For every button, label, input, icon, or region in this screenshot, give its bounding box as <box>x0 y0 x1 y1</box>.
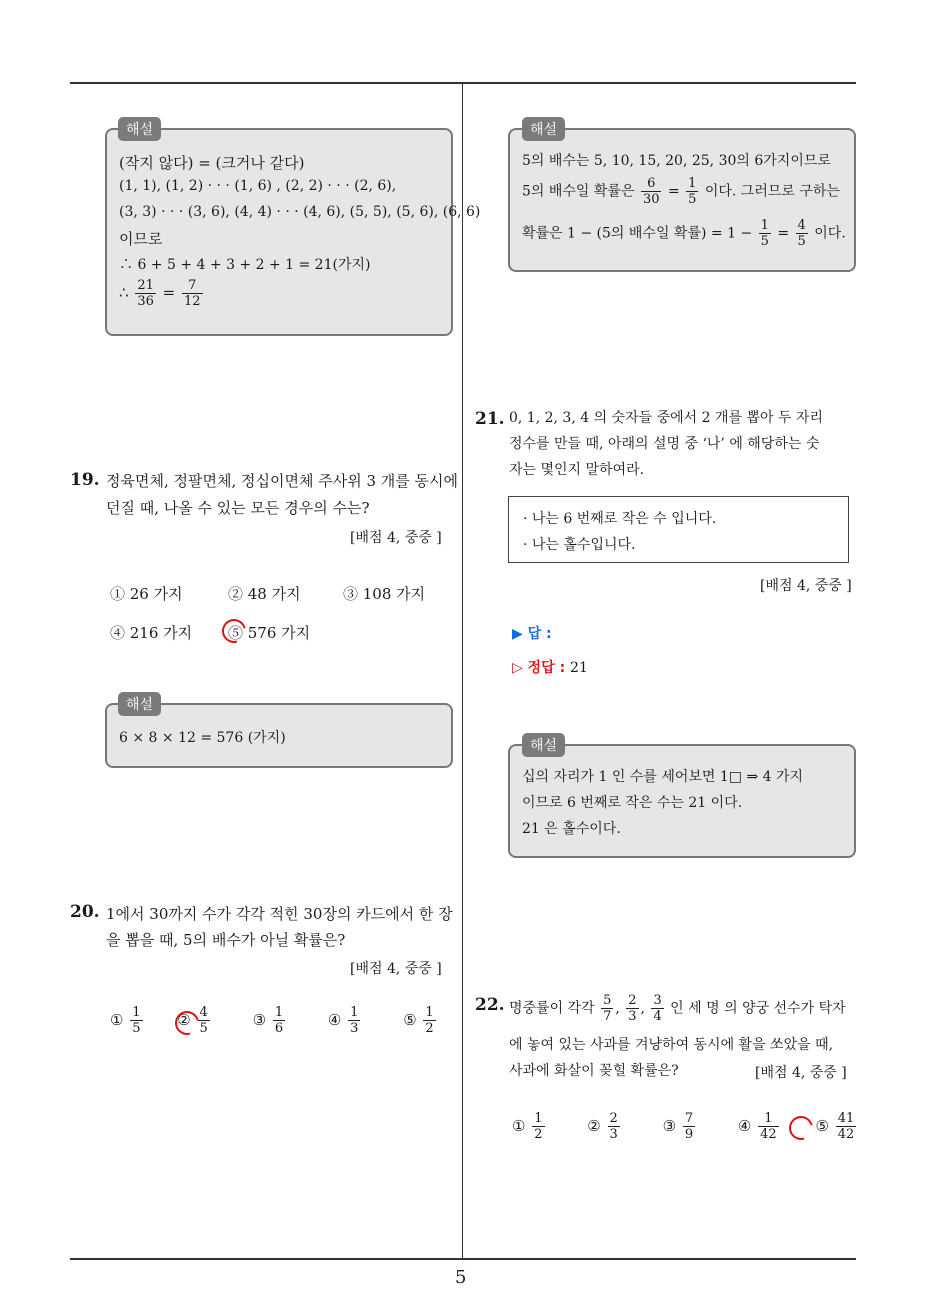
q22-option-3[interactable]: ③ $\frac{7}{9}$ <box>662 1111 694 1142</box>
question-21-score: [배점 4, 중중 ] <box>760 578 852 594</box>
q20-option-3[interactable]: ③ $\frac{1}{6}$ <box>252 1005 284 1036</box>
box1-final: ∴ $\frac{21}{36}$ = $\frac{7}{12}$ <box>119 278 201 309</box>
q21-solution-1: 십의 자리가 1 인 수를 세어보면 1□ ⇒ 4 가지 <box>522 769 804 785</box>
q19-option-4[interactable]: ④ 216 가지 <box>110 624 193 642</box>
q21-solution-2: 이므로 6 번째로 작은 수는 21 이다. <box>522 795 743 811</box>
correct-answer-value: 21 <box>570 660 588 676</box>
hint-line-2: · 나는 홀수입니다. <box>523 537 636 553</box>
box1-line-5: ∴ 6 + 5 + 4 + 3 + 2 + 1 = 21(가지) <box>119 257 371 273</box>
solution-box-18 <box>105 128 481 336</box>
q20-option-1[interactable]: ① $\frac{1}{5}$ <box>110 1005 141 1036</box>
solution-box-20 <box>508 128 856 272</box>
question-22-text-3: 사과에 화살이 꽂힐 확률은? <box>509 1063 679 1079</box>
q19-solution: 6 × 8 × 12 = 576 (가지) <box>119 730 286 746</box>
box1-line-4: 이므로 <box>119 230 163 248</box>
question-19-number: 19. <box>70 470 100 490</box>
q22-option-4[interactable]: ④ $\frac{1}{42}$ <box>737 1111 777 1142</box>
question-22-score: [배점 4, 중중 ] <box>755 1065 847 1081</box>
q20-option-5[interactable]: ⑤ $\frac{1}{2}$ <box>403 1005 434 1036</box>
solution-box-21 <box>508 744 856 858</box>
hint-line-1: · 나는 6 번째로 작은 수 입니다. <box>523 511 717 527</box>
question-21-text-2: 정수를 만들 때, 아래의 설명 중 ‘나’ 에 해당하는 숫 <box>509 436 820 452</box>
box2-line-1: 5의 배수는 5, 10, 15, 20, 25, 30의 6가지이므로 <box>522 153 831 169</box>
question-19-text-1: 정육면체, 정팔면체, 정십이면체 주사위 3 개를 동시에 <box>106 472 458 490</box>
question-22-text-1: 명중률이 각각 $\frac{5}{7}$ , $\frac{2}{3}$ , $\frac{3}{4}$ 인 세 명 의 양궁 선수가 탁자 <box>509 993 846 1024</box>
box2-line-2: 5의 배수일 확률은 $\frac{6}{30}$ = $\frac{1}{5}$ 이다. 그러므로 구하는 <box>522 176 840 207</box>
q20-options <box>110 1005 438 1036</box>
bottom-rule <box>70 1258 856 1260</box>
question-22-number: 22. <box>475 995 505 1015</box>
q19-option-5[interactable]: ⑤ 576 가지 <box>228 624 311 642</box>
q19-option-2[interactable]: ② 48 가지 <box>228 585 301 603</box>
solution-tag: 해설 <box>118 692 161 716</box>
question-19-score: [배점 4, 중중 ] <box>350 530 442 546</box>
box1-line-3: (3, 3) · · · (3, 6), (4, 4) · · · (4, 6), (5, 5), (5, 6), (6, 6) <box>119 204 481 220</box>
question-19-text-2: 던질 때, 나올 수 있는 모든 경우의 수는? <box>106 499 370 517</box>
solution-tag: 해설 <box>522 117 565 141</box>
top-rule <box>70 82 856 84</box>
answer-label: ▶ 답 : <box>512 626 552 642</box>
q21-solution-3: 21 은 홀수이다. <box>522 821 621 837</box>
box2-line-3: 확률은 1 − (5의 배수일 확률) = 1 − $\frac{1}{5}$ = $\frac{4}{5}$ 이다. <box>522 218 846 249</box>
therefore: ∴ <box>119 283 129 302</box>
q22-option-2[interactable]: ② $\frac{2}{3}$ <box>587 1111 618 1142</box>
q22-option-5[interactable]: ⑤ $\frac{41}{42}$ <box>815 1111 855 1142</box>
question-21-text-1: 0, 1, 2, 3, 4 의 숫자들 중에서 2 개를 뽑아 두 자리 <box>509 410 823 426</box>
fraction: $\frac{21}{36}$ <box>137 278 154 309</box>
solution-tag: 해설 <box>118 117 161 141</box>
q22-option-1[interactable]: ① $\frac{1}{2}$ <box>512 1111 543 1142</box>
question-22-text-2: 에 놓여 있는 사과를 겨냥하여 동시에 활을 쏘았을 때, <box>509 1037 834 1053</box>
question-20-number: 20. <box>70 902 100 922</box>
q19-option-1[interactable]: ① 26 가지 <box>110 585 183 603</box>
box1-line-1: (작지 않다) = (크거나 같다) <box>119 154 305 172</box>
column-divider <box>462 84 463 1260</box>
solution-tag: 해설 <box>522 733 565 757</box>
q19-option-3[interactable]: ③ 108 가지 <box>343 585 426 603</box>
hint-box <box>508 496 849 563</box>
question-21-number: 21. <box>475 409 505 429</box>
box1-line-2: (1, 1), (1, 2) · · · (1, 6) , (2, 2) · · · (2, 6), <box>119 178 397 194</box>
q20-option-4[interactable]: ④ $\frac{1}{3}$ <box>327 1005 359 1036</box>
q20-option-2[interactable]: ② $\frac{4}{5}$ <box>177 1005 208 1036</box>
fraction: $\frac{7}{12}$ <box>184 278 201 309</box>
page-number: 5 <box>455 1267 467 1288</box>
question-21-text-3: 자는 몇인지 말하여라. <box>509 462 645 478</box>
correct-answer-label: ▷ 정답 : 21 <box>512 660 588 676</box>
question-20-text-2: 을 뽑을 때, 5의 배수가 아닐 확률은? <box>106 931 346 949</box>
question-20-text-1: 1에서 30까지 수가 각각 적힌 30장의 카드에서 한 장 <box>106 905 453 923</box>
question-20-score: [배점 4, 중중 ] <box>350 961 442 977</box>
